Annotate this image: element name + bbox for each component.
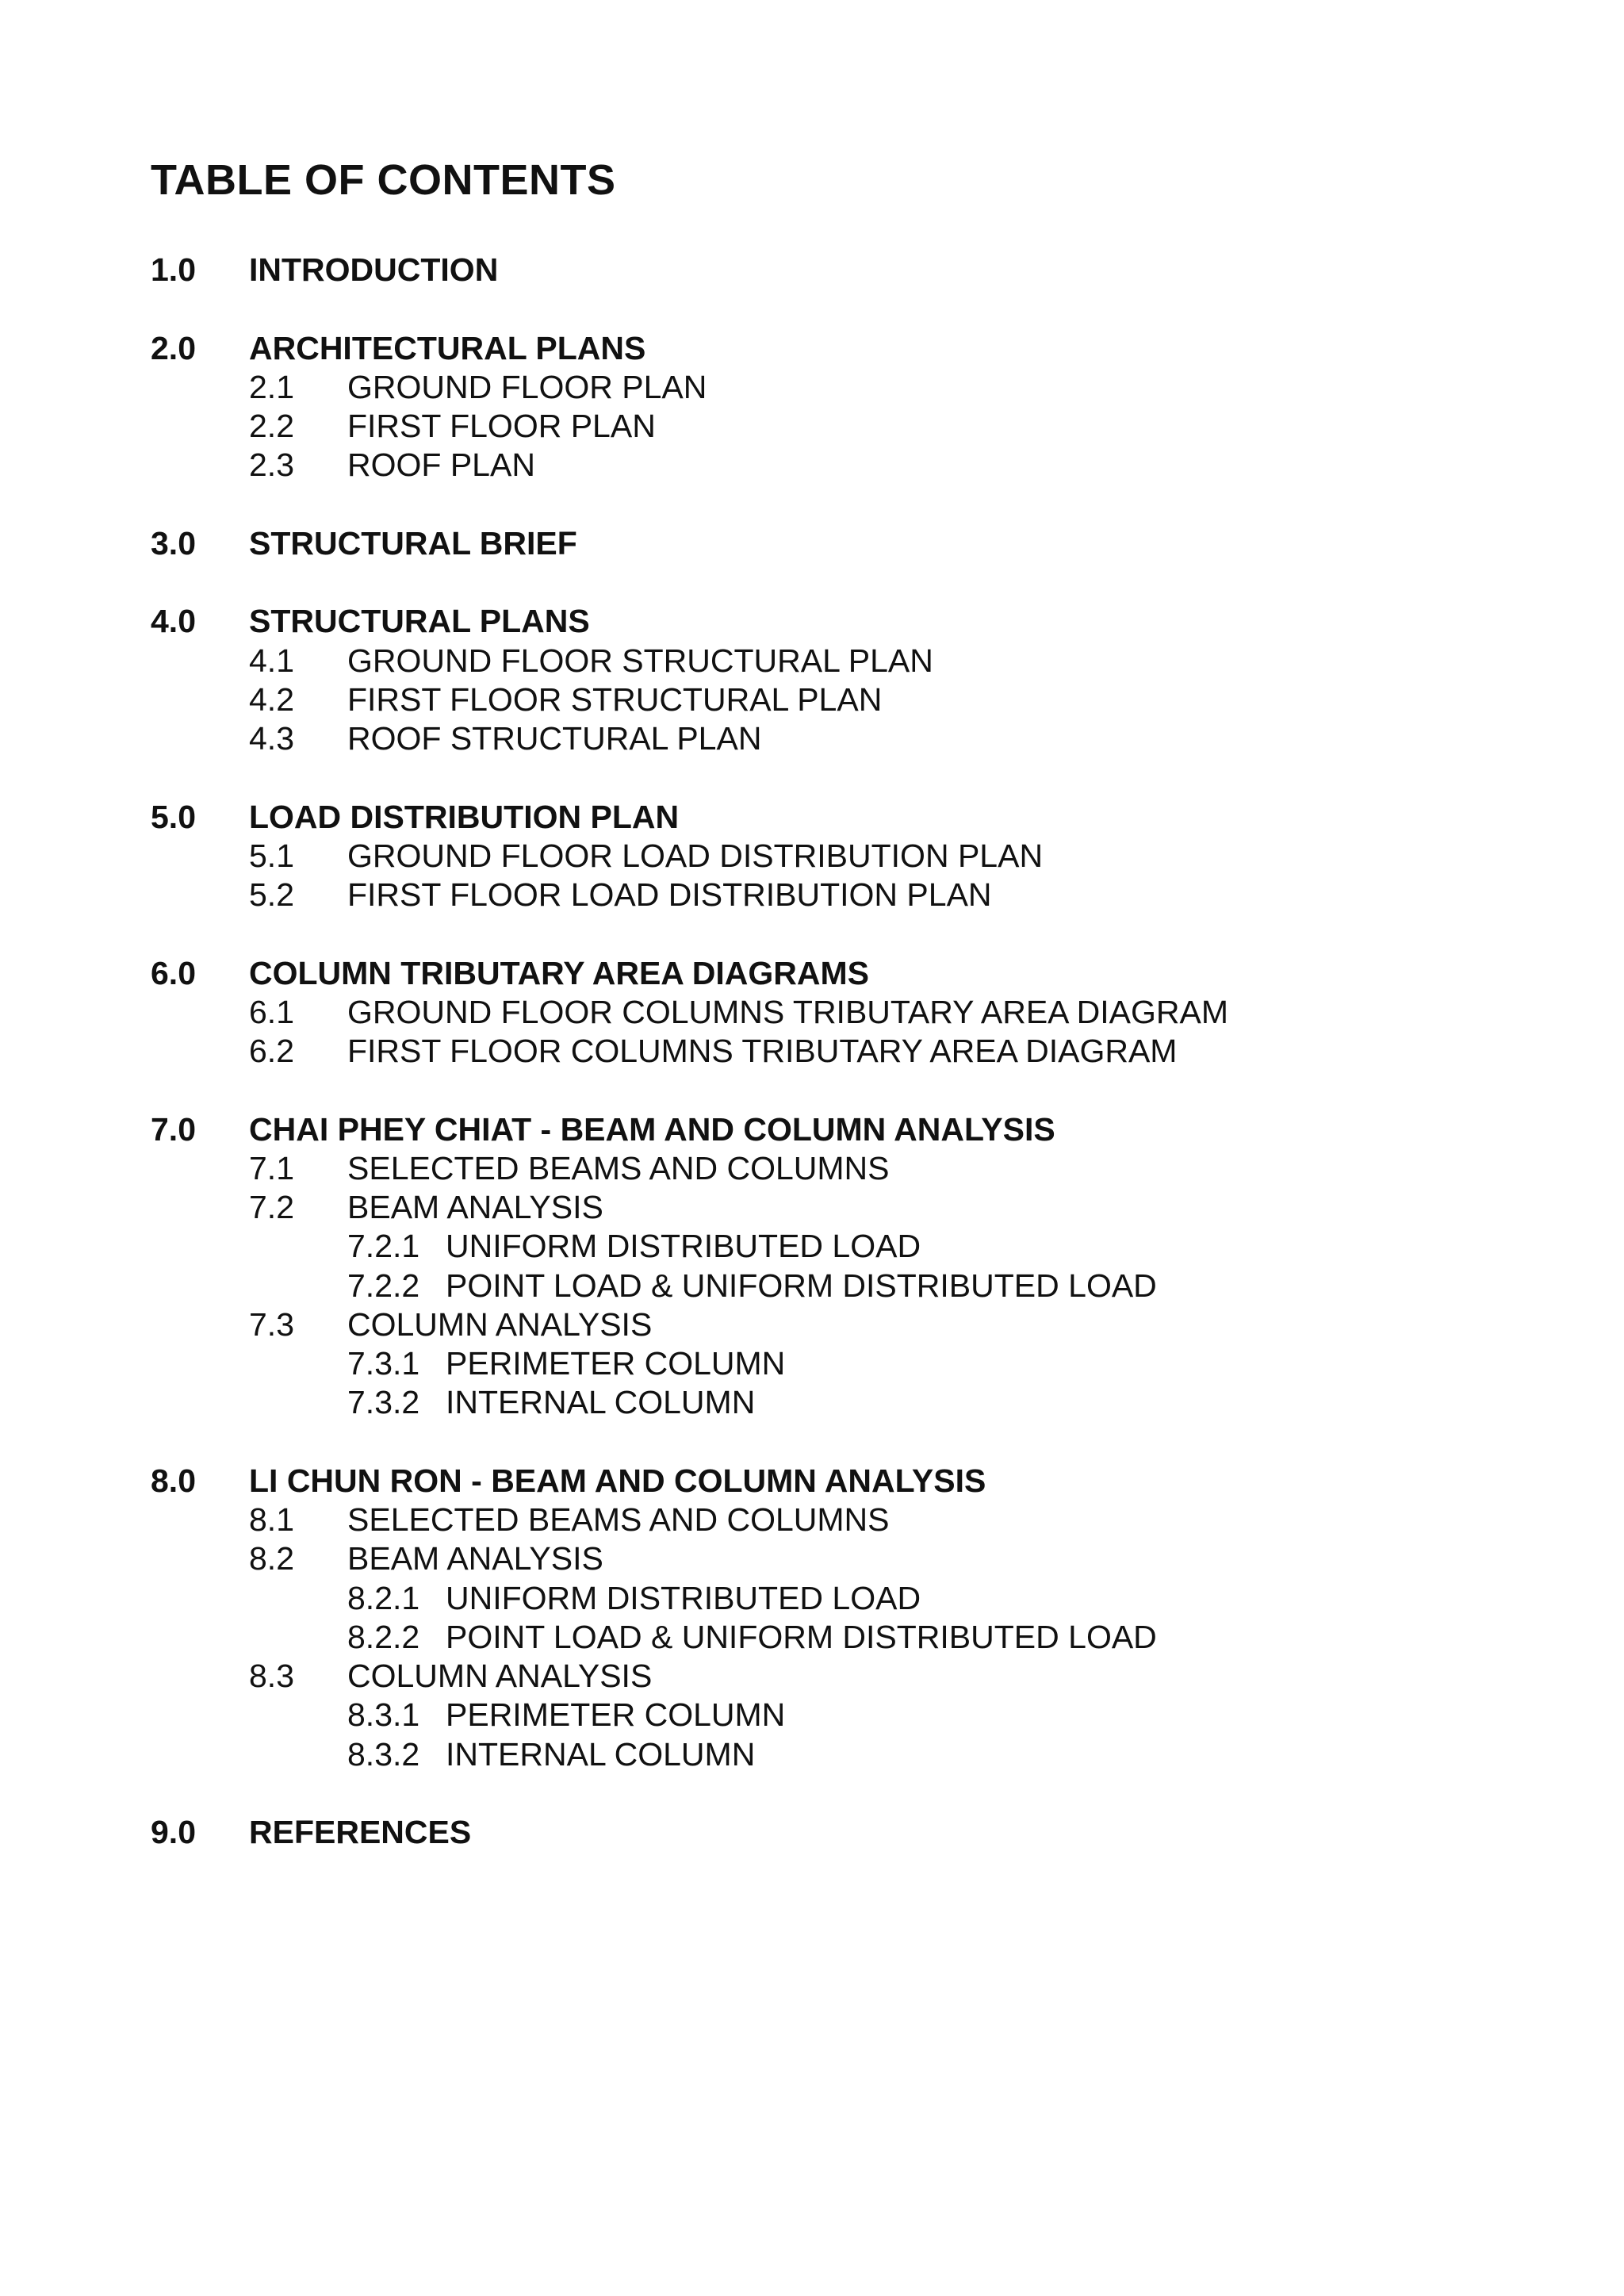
toc-entry-text: BEAM ANALYSIS [347, 1189, 603, 1225]
toc-entry-number: 6.2 [249, 1033, 294, 1069]
toc-entry-text: SELECTED BEAMS AND COLUMNS [347, 1501, 890, 1538]
toc-entry-text: POINT LOAD & UNIFORM DISTRIBUTED LOAD [446, 1267, 1157, 1304]
toc-entry-number: 4.2 [249, 681, 294, 718]
toc-entry-number: 8.2.2 [347, 1619, 420, 1655]
toc-entry-text: LOAD DISTRIBUTION PLAN [249, 799, 680, 835]
toc-entry-number: 8.3 [249, 1658, 294, 1694]
toc-entry-number: 7.2.1 [347, 1228, 420, 1264]
toc-entry-text: GROUND FLOOR PLAN [347, 369, 707, 405]
toc-entry-number: 1.0 [151, 251, 196, 288]
toc-entry-number: 4.0 [151, 603, 196, 639]
toc-entry-number: 5.1 [249, 838, 294, 874]
toc-entry-number: 7.3 [249, 1306, 294, 1343]
toc-entry-number: 3.0 [151, 525, 196, 562]
toc-entry-text: INTERNAL COLUMN [446, 1384, 756, 1420]
toc-entry-text: FIRST FLOOR COLUMNS TRIBUTARY AREA DIAGRAM [347, 1033, 1178, 1069]
toc-entry-number: 8.2 [249, 1540, 294, 1577]
toc-entry-number: 7.1 [249, 1150, 294, 1186]
toc-entry-number: 7.2 [249, 1189, 294, 1225]
toc-entry-text: BEAM ANALYSIS [347, 1540, 603, 1577]
toc-entry-number: 8.0 [151, 1462, 196, 1499]
toc-entry-text: FIRST FLOOR STRUCTURAL PLAN [347, 681, 883, 718]
toc-entry-text: REFERENCES [249, 1814, 472, 1850]
toc-entry-number: 7.0 [151, 1111, 196, 1148]
toc-entry-text: INTERNAL COLUMN [446, 1736, 756, 1773]
toc-entry-text: CHAI PHEY CHIAT - BEAM AND COLUMN ANALYSIS [249, 1111, 1055, 1148]
toc-entry-text: COLUMN ANALYSIS [347, 1658, 653, 1694]
toc-entry-text: UNIFORM DISTRIBUTED LOAD [446, 1580, 921, 1616]
toc-entry-text: POINT LOAD & UNIFORM DISTRIBUTED LOAD [446, 1619, 1157, 1655]
toc-entry-text: INTRODUCTION [249, 251, 499, 288]
toc-entry-text: FIRST FLOOR LOAD DISTRIBUTION PLAN [347, 876, 992, 913]
toc-entry-text: COLUMN TRIBUTARY AREA DIAGRAMS [249, 955, 870, 991]
toc-entry-number: 7.2.2 [347, 1267, 420, 1304]
toc-title: TABLE OF CONTENTS [151, 156, 616, 204]
toc-entry-number: 5.0 [151, 799, 196, 835]
toc-entry-text: COLUMN ANALYSIS [347, 1306, 653, 1343]
toc-entry-number: 7.3.1 [347, 1345, 420, 1382]
toc-entry-number: 2.0 [151, 330, 196, 366]
toc-entry-text: ROOF PLAN [347, 447, 535, 483]
toc-entry-text: ARCHITECTURAL PLANS [249, 330, 646, 366]
toc-entry-text: PERIMETER COLUMN [446, 1345, 786, 1382]
toc-entry-number: 8.2.1 [347, 1580, 420, 1616]
toc-entry-number: 2.3 [249, 447, 294, 483]
toc-entry-text: PERIMETER COLUMN [446, 1696, 786, 1733]
toc-entry-number: 7.3.2 [347, 1384, 420, 1420]
toc-entry-number: 4.1 [249, 642, 294, 679]
toc-entry-text: FIRST FLOOR PLAN [347, 408, 656, 444]
toc-entry-text: STRUCTURAL PLANS [249, 603, 590, 639]
toc-entry-number: 2.1 [249, 369, 294, 405]
toc-entry-number: 8.3.1 [347, 1696, 420, 1733]
toc-entry-number: 6.0 [151, 955, 196, 991]
toc-entry-text: STRUCTURAL BRIEF [249, 525, 577, 562]
toc-entry-number: 9.0 [151, 1814, 196, 1850]
toc-entry-text: GROUND FLOOR STRUCTURAL PLAN [347, 642, 933, 679]
toc-entry-text: SELECTED BEAMS AND COLUMNS [347, 1150, 890, 1186]
toc-entry-number: 6.1 [249, 994, 294, 1030]
toc-entry-text: UNIFORM DISTRIBUTED LOAD [446, 1228, 921, 1264]
toc-entry-number: 8.1 [249, 1501, 294, 1538]
toc-entry-text: ROOF STRUCTURAL PLAN [347, 720, 762, 757]
toc-entry-text: GROUND FLOOR COLUMNS TRIBUTARY AREA DIAGRAM [347, 994, 1228, 1030]
toc-entry-number: 8.3.2 [347, 1736, 420, 1773]
toc-entry-number: 5.2 [249, 876, 294, 913]
toc-entry-number: 2.2 [249, 408, 294, 444]
toc-entry-text: GROUND FLOOR LOAD DISTRIBUTION PLAN [347, 838, 1044, 874]
toc-entry-number: 4.3 [249, 720, 294, 757]
toc-entry-text: LI CHUN RON - BEAM AND COLUMN ANALYSIS [249, 1462, 986, 1499]
